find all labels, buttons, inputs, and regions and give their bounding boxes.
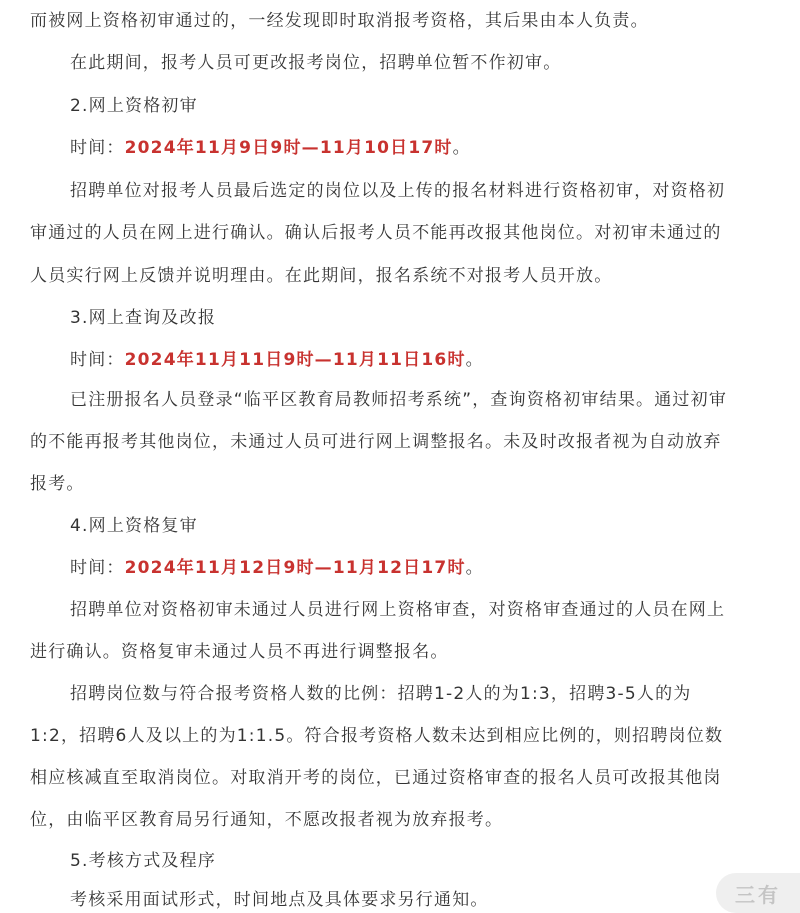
- time-end: 。: [465, 558, 484, 578]
- paragraph-line: 考核采用面试形式，时间地点及具体要求另行通知。: [70, 890, 489, 910]
- paragraph-line: 进行确认。资格复审未通过人员不再进行调整报名。: [30, 642, 449, 662]
- paragraph-line: 位，由临平区教育局另行通知，不愿改报者视为放弃报考。: [30, 810, 504, 830]
- time-line-2: [70, 136, 471, 160]
- time-label: 时间：: [70, 558, 125, 578]
- time-line-4: [70, 556, 484, 580]
- time-end: 。: [465, 350, 484, 370]
- time-value-highlight: 2024年11月12日9时—11月12日17时: [124, 558, 466, 578]
- paragraph-line: 1:2，招聘6人及以上的为1:1.5。符合报考资格人数未达到相应比例的，则招聘岗位数: [30, 726, 724, 746]
- paragraph-line: 而被网上资格初审通过的，一经发现即时取消报考资格，其后果由本人负责。: [30, 11, 649, 31]
- time-value-highlight: 2024年11月11日9时—11月11日16时: [124, 350, 466, 370]
- time-value-highlight: 2024年11月9日9时—11月10日17时: [124, 138, 453, 158]
- paragraph-line: 招聘单位对报考人员最后选定的岗位以及上传的报名材料进行资格初审，对资格初: [70, 181, 726, 201]
- time-line-3: [70, 348, 484, 372]
- section-heading-4: 4.网上资格复审: [70, 516, 198, 536]
- time-label: 时间：: [70, 350, 125, 370]
- watermark-badge: 三有: [716, 873, 800, 913]
- paragraph-line: 的不能再报考其他岗位，未通过人员可进行网上调整报名。未及时改报者视为自动放弃: [30, 432, 722, 452]
- paragraph-line: 人员实行网上反馈并说明理由。在此期间，报名系统不对报考人员开放。: [30, 266, 613, 286]
- time-end: 。: [452, 138, 471, 158]
- section-heading-5: 5.考核方式及程序: [70, 851, 217, 871]
- section-heading-3: 3.网上查询及改报: [70, 308, 217, 328]
- paragraph-line: 在此期间，报考人员可更改报考岗位，招聘单位暂不作初审。: [70, 53, 562, 73]
- paragraph-line: 招聘单位对资格初审未通过人员进行网上资格审查，对资格审查通过的人员在网上: [70, 600, 726, 620]
- paragraph-line: 已注册报名人员登录“临平区教育局教师招考系统”，查询资格初审结果。通过初审: [70, 390, 728, 410]
- paragraph-line: 审通过的人员在网上进行确认。确认后报考人员不能再改报其他岗位。对初审未通过的: [30, 223, 722, 243]
- section-heading-2: 2.网上资格初审: [70, 96, 198, 116]
- paragraph-line: 招聘岗位数与符合报考资格人数的比例：招聘1-2人的为1:3，招聘3-5人的为: [70, 684, 692, 704]
- paragraph-line: 相应核减直至取消岗位。对取消开考的岗位，已通过资格审查的报名人员可改报其他岗: [30, 768, 722, 788]
- paragraph-line: 报考。: [30, 474, 85, 494]
- time-label: 时间：: [70, 138, 125, 158]
